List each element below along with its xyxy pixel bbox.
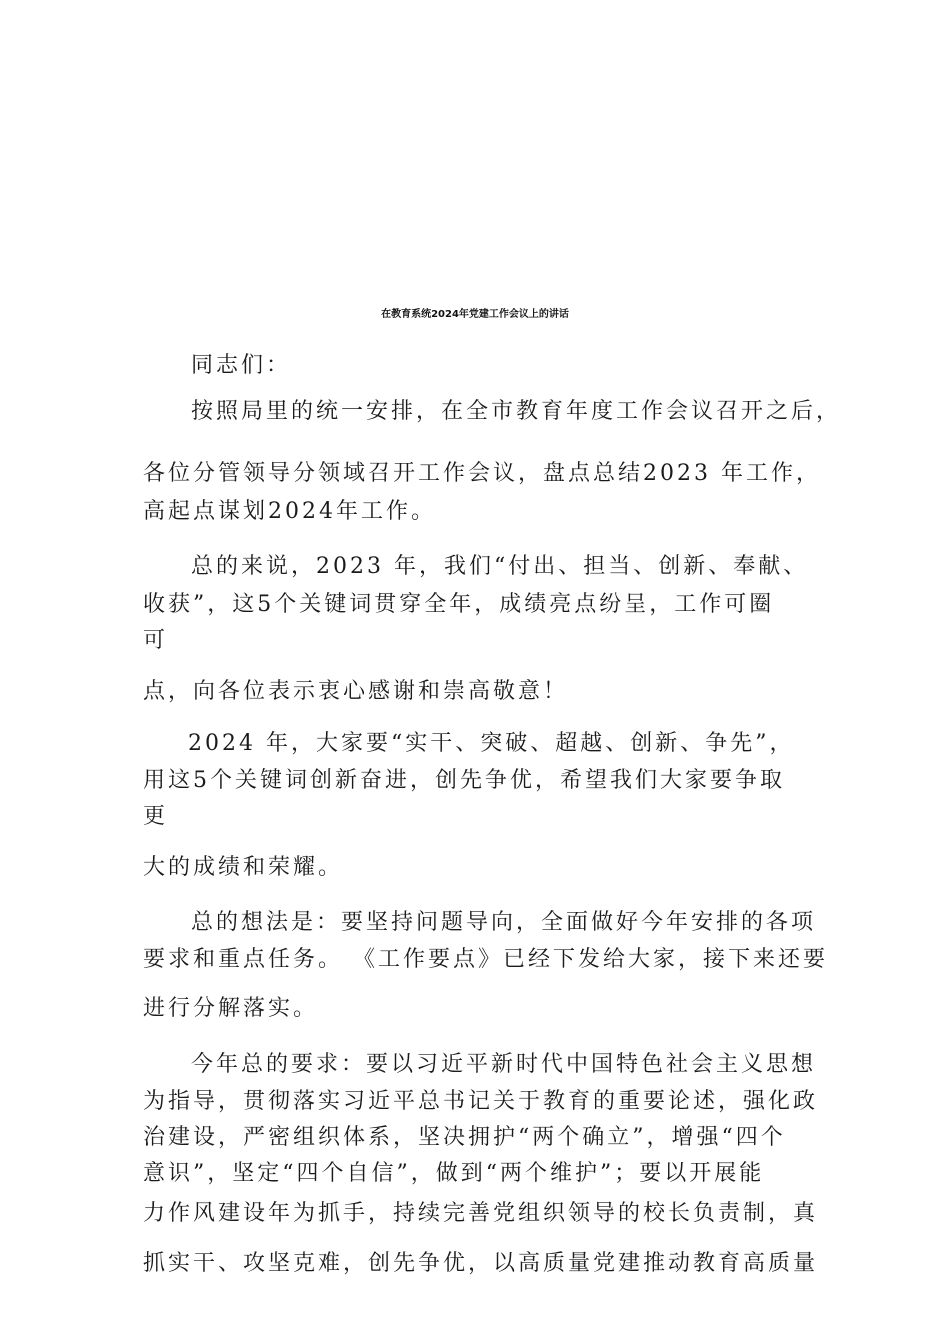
paragraph-line: 大的成绩和荣耀。 [143, 855, 344, 880]
paragraph-line: 抓实干、攻坚克难，创先争优，以高质量党建推动教育高质量 [143, 1251, 819, 1276]
paragraph-line: 进行分解落实。 [143, 996, 319, 1021]
paragraph-line: 按照局里的统一安排，在全市教育年度工作会议召开之后， [191, 399, 842, 424]
paragraph-line: 可 [143, 628, 169, 653]
paragraph-line: 要求和重点任务。 《工作要点》已经下发给大家，接下来还要 [143, 947, 828, 972]
paragraph-line: 为指导，贯彻落实习近平总书记关于教育的重要论述，强化政 [143, 1089, 819, 1114]
paragraph-line: 2024 年，大家要“实干、突破、超越、创新、争先”， [188, 731, 795, 756]
paragraph-line: 收获”，这5个关键词贯穿全年，成绩亮点纷呈，工作可圈 [143, 592, 775, 617]
paragraph-line: 更 [143, 804, 169, 829]
paragraph-line: 意识”，坚定“四个自信”，做到“两个维护”；要以开展能 [143, 1161, 765, 1186]
paragraph-line: 高起点谋划2024年工作。 [143, 499, 436, 524]
paragraph-line: 力作风建设年为抓手，持续完善党组织领导的校长负责制，真 [143, 1201, 819, 1226]
paragraph-line: 点，向各位表示衷心感谢和崇高敬意！ [143, 679, 569, 704]
document-title: 在教育系统2024年党建工作会议上的讲话 [381, 309, 569, 320]
paragraph-line: 各位分管领导分领域召开工作会议，盘点总结2023 年工作， [143, 461, 821, 486]
paragraph-line: 今年总的要求：要以习近平新时代中国特色社会主义思想 [191, 1052, 817, 1077]
paragraph-line: 总的想法是：要坚持问题导向，全面做好今年安排的各项 [191, 910, 817, 935]
paragraph-line: 用这5个关键词创新奋进，创先争优，希望我们大家要争取 [143, 768, 785, 793]
paragraph-line: 总的来说，2023 年，我们“付出、担当、创新、奉献、 [191, 554, 809, 579]
paragraph-line: 治建设，严密组织体系，坚决拥护“两个确立”，增强“四个 [143, 1125, 786, 1150]
salutation: 同志们： [191, 353, 292, 378]
